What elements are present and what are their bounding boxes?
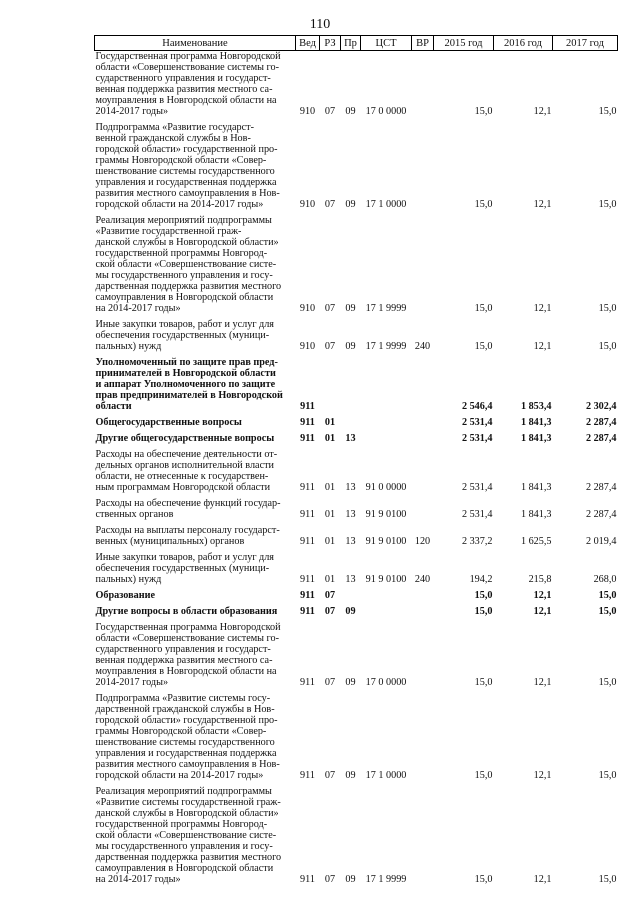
row-2016-cell: 12,1	[533, 590, 552, 601]
row-vr-cell: 240	[414, 574, 431, 585]
row-cst-cell: 91 0 0000	[365, 482, 407, 493]
row-2016-cell: 12,1	[533, 106, 552, 117]
row-name-cell: Подпрограмма «Развитие системы госу- дарственной гражданской службы в Нов- городской области» государственной про- граммы Новгородской области «Совер- шенствование системы государственного управления и государственная поддержка развития местного самоуправления в Нов- городской области на 2014-2017 годы»	[95, 693, 280, 781]
col-header-ved: Вед	[296, 36, 320, 51]
row-2017-cell: 2 019,4	[585, 536, 617, 547]
row-vr-cell	[412, 693, 434, 781]
row-2017-cell: 2 287,4	[585, 417, 617, 428]
table-row	[95, 122, 618, 210]
row-rz-cell: 07	[324, 770, 336, 781]
row-pr-cell: 09	[345, 199, 356, 210]
row-vr-cell	[412, 449, 434, 493]
row-2017-cell: 2 287,4	[585, 509, 617, 520]
row-cst-cell: 17 1 9999	[365, 341, 407, 352]
row-vr-cell	[412, 357, 434, 412]
row-ved-cell: 911	[300, 770, 315, 781]
row-pr-cell	[341, 590, 361, 601]
col-header-cst: ЦСТ	[361, 36, 412, 51]
table-row	[95, 622, 618, 688]
row-name-cell: Реализация мероприятий подпрограммы «Развитие системы государственной граж- данской службы в Новгородской области» государственной программы Новгород- ской области «Совершенствование систе- мы государственного управления и госу- дарственная поддержка развития местного самоуправления в Новгородской области на 2014-2017 годы»	[95, 786, 282, 885]
row-ved-cell: 910	[299, 303, 316, 314]
col-header-vr: ВР	[412, 36, 434, 51]
row-2017-cell: 2 287,4	[585, 433, 617, 444]
row-cst-cell: 17 1 0000	[365, 770, 407, 781]
row-vr-cell: 120	[414, 536, 431, 547]
row-vr-cell	[412, 215, 434, 314]
row-ved-cell: 910	[299, 341, 316, 352]
row-cst-cell	[361, 606, 412, 617]
col-header-2016: 2016 год	[494, 36, 553, 51]
row-cst-cell: 91 9 0100	[365, 536, 407, 547]
row-ved-cell: 911	[300, 590, 315, 601]
row-2015-cell: 15,0	[474, 677, 493, 688]
table-row	[95, 786, 618, 885]
row-cst-cell	[361, 433, 412, 444]
table-row	[95, 433, 618, 444]
table-row	[95, 51, 618, 118]
row-pr-cell: 13	[345, 574, 356, 585]
row-name-cell: Иные закупки товаров, работ и услуг для обеспечения государственных (муници- пальных) нужд	[95, 319, 274, 352]
row-2016-cell: 12,1	[533, 677, 552, 688]
row-rz-cell: 01	[324, 482, 336, 493]
row-name-cell: Реализация мероприятий подпрограммы «Развитие государственной граж- данской службы в Новгородской области» государственной программы Новгород- ской области «Совершенствование систе- мы государственного управления и госу- дарственная поддержка развития местного самоуправления в Новгородской области на 2014-2017 годы»	[95, 215, 282, 314]
row-vr-cell	[412, 498, 434, 520]
row-2016-cell: 1 841,3	[520, 482, 552, 493]
row-cst-cell: 91 9 0100	[365, 509, 407, 520]
row-name-cell: Расходы на выплаты персоналу государст- венных (муниципальных) органов	[95, 525, 280, 547]
row-cst-cell	[361, 357, 412, 412]
row-cst-cell: 17 1 9999	[365, 303, 407, 314]
row-2015-cell: 2 546,4	[461, 401, 493, 412]
row-2016-cell: 12,1	[533, 199, 552, 210]
row-pr-cell: 09	[345, 677, 356, 688]
row-2017-cell: 15,0	[598, 677, 617, 688]
table-row	[95, 590, 618, 601]
col-header-name: Наименование	[95, 36, 296, 51]
table-row	[95, 525, 618, 547]
row-ved-cell: 910	[299, 199, 316, 210]
row-rz-cell: 01	[324, 536, 336, 547]
row-cst-cell: 17 1 0000	[365, 199, 407, 210]
row-vr-cell	[412, 590, 434, 601]
row-2016-cell: 215,8	[528, 574, 552, 585]
row-2016-cell: 1 841,3	[520, 433, 552, 444]
table-row	[95, 417, 618, 428]
row-2016-cell: 1 853,4	[520, 401, 552, 412]
row-vr-cell	[412, 786, 434, 885]
row-vr-cell	[412, 417, 434, 428]
row-name-cell: Общегосударственные вопросы	[95, 417, 242, 428]
row-pr-cell: 09	[345, 303, 356, 314]
row-cst-cell	[361, 417, 412, 428]
row-2017-cell: 15,0	[598, 199, 617, 210]
row-spacer	[95, 885, 618, 890]
row-rz-cell: 01	[324, 509, 336, 520]
table-row	[95, 357, 618, 412]
col-header-pr: Пр	[341, 36, 361, 51]
row-rz-cell: 07	[324, 106, 336, 117]
row-2016-cell: 12,1	[533, 341, 552, 352]
row-2017-cell: 15,0	[598, 341, 617, 352]
row-rz-cell: 01	[324, 433, 336, 444]
row-rz-cell: 07	[324, 677, 336, 688]
row-rz-cell: 07	[324, 199, 336, 210]
row-pr-cell: 09	[345, 106, 356, 117]
row-spacer-cell	[95, 885, 618, 890]
row-2016-cell: 1 841,3	[520, 509, 552, 520]
row-pr-cell: 09	[345, 606, 356, 617]
row-pr-cell: 13	[345, 536, 356, 547]
row-2017-cell: 268,0	[593, 574, 617, 585]
row-2015-cell: 15,0	[474, 606, 493, 617]
row-pr-cell: 09	[345, 770, 356, 781]
row-pr-cell: 13	[345, 482, 356, 493]
row-ved-cell: 911	[300, 509, 315, 520]
row-cst-cell: 91 9 0100	[365, 574, 407, 585]
row-pr-cell: 09	[345, 341, 356, 352]
row-pr-cell	[341, 357, 361, 412]
row-ved-cell: 910	[299, 106, 316, 117]
row-2017-cell: 2 302,4	[585, 401, 617, 412]
row-name-cell: Образование	[95, 590, 156, 601]
row-name-cell: Другие вопросы в области образования	[95, 606, 278, 617]
row-cst-cell: 17 0 0000	[365, 677, 407, 688]
table-row	[95, 693, 618, 781]
col-header-2017: 2017 год	[553, 36, 618, 51]
row-pr-cell: 13	[345, 433, 356, 444]
row-2015-cell: 2 531,4	[461, 433, 493, 444]
row-2015-cell: 15,0	[474, 770, 493, 781]
row-2015-cell: 2 531,4	[461, 482, 493, 493]
col-header-2015: 2015 год	[434, 36, 494, 51]
row-ved-cell: 911	[300, 874, 315, 885]
row-2015-cell: 194,2	[469, 574, 493, 585]
row-cst-cell: 17 0 0000	[365, 106, 407, 117]
row-name-cell: Государственная программа Новгородской области «Совершенствование системы го- сударственного управления и государст- венная поддержка развития местного са- моуправления в Новгородской области на 2014-2017 годы»	[95, 622, 281, 688]
row-name-cell: Иные закупки товаров, работ и услуг для обеспечения государственных (муници- пальных) нужд	[95, 552, 274, 585]
row-rz-cell: 07	[324, 874, 336, 885]
row-2017-cell: 15,0	[598, 590, 617, 601]
row-2017-cell: 15,0	[598, 303, 617, 314]
row-2015-cell: 15,0	[474, 874, 493, 885]
row-cst-cell: 17 1 9999	[365, 874, 407, 885]
row-name-cell: Государственная программа Новгородской области «Совершенствование системы го- сударственного управления и государст- венная поддержка развития местного са- моуправления в Новгородской области на 2014-2017 годы»	[95, 51, 281, 117]
row-2017-cell: 15,0	[598, 106, 617, 117]
row-pr-cell	[341, 417, 361, 428]
table-row	[95, 215, 618, 314]
row-ved-cell: 911	[300, 482, 315, 493]
row-2016-cell: 12,1	[533, 606, 552, 617]
row-2017-cell: 2 287,4	[585, 482, 617, 493]
row-rz-cell: 01	[324, 574, 336, 585]
table-row	[95, 606, 618, 617]
row-name-cell: Подпрограмма «Развитие государст- венной гражданской службы в Нов- городской области» государственной про- граммы Новгородской области «Совер- шенствование системы государственного управления и государственная поддержка развития местного самоуправления в Нов- городской области на 2014-2017 годы»	[95, 122, 280, 210]
row-2015-cell: 15,0	[474, 341, 493, 352]
row-2016-cell: 12,1	[533, 770, 552, 781]
row-rz-cell: 07	[324, 590, 336, 601]
col-header-rz: РЗ	[320, 36, 341, 51]
row-name-cell: Другие общегосударственные вопросы	[95, 433, 275, 444]
row-2016-cell: 1 841,3	[520, 417, 552, 428]
row-name-cell: Уполномоченный по защите прав пред- принимателей в Новгородской области и аппарат Уполномоченного по защите прав предпринимателей в Новгородской области	[95, 357, 283, 412]
row-name-cell: Расходы на обеспечение функций государ- ственных органов	[95, 498, 281, 520]
row-2016-cell: 1 625,5	[520, 536, 552, 547]
row-2017-cell: 15,0	[598, 606, 617, 617]
row-ved-cell: 911	[300, 417, 315, 428]
row-vr-cell	[412, 622, 434, 688]
row-rz-cell: 07	[324, 606, 336, 617]
table-body	[95, 51, 618, 891]
row-rz-cell: 07	[324, 341, 336, 352]
row-ved-cell: 911	[300, 574, 315, 585]
row-rz-cell	[320, 357, 341, 412]
header-row	[95, 36, 618, 51]
row-2015-cell: 2 531,4	[461, 417, 493, 428]
table-row	[95, 552, 618, 585]
row-2015-cell: 15,0	[474, 199, 493, 210]
table-row	[95, 498, 618, 520]
table-row	[95, 319, 618, 352]
row-ved-cell: 911	[300, 606, 315, 617]
row-2017-cell: 15,0	[598, 770, 617, 781]
row-cst-cell	[361, 590, 412, 601]
row-vr-cell	[412, 122, 434, 210]
row-2016-cell: 12,1	[533, 874, 552, 885]
table-row	[95, 449, 618, 493]
row-ved-cell: 911	[300, 536, 315, 547]
row-vr-cell	[412, 433, 434, 444]
row-vr-cell	[412, 51, 434, 118]
row-ved-cell: 911	[300, 433, 315, 444]
row-ved-cell: 911	[300, 401, 315, 412]
budget-table	[94, 35, 618, 890]
page-number: 110	[309, 17, 331, 32]
row-2015-cell: 15,0	[474, 303, 493, 314]
row-vr-cell: 240	[414, 341, 431, 352]
row-pr-cell: 13	[345, 509, 356, 520]
row-vr-cell	[412, 606, 434, 617]
row-2015-cell: 15,0	[474, 590, 493, 601]
row-2015-cell: 2 531,4	[461, 509, 493, 520]
row-2015-cell: 2 337,2	[461, 536, 493, 547]
row-2015-cell: 15,0	[474, 106, 493, 117]
row-name-cell: Расходы на обеспечение деятельности от- дельных органов исполнительной власти области, не отнесенные к государствен- ным программам Новгородской области	[95, 449, 278, 493]
row-2016-cell: 12,1	[533, 303, 552, 314]
row-2017-cell: 15,0	[598, 874, 617, 885]
row-rz-cell: 01	[324, 417, 336, 428]
row-rz-cell: 07	[324, 303, 336, 314]
row-ved-cell: 911	[300, 677, 315, 688]
row-pr-cell: 09	[345, 874, 356, 885]
